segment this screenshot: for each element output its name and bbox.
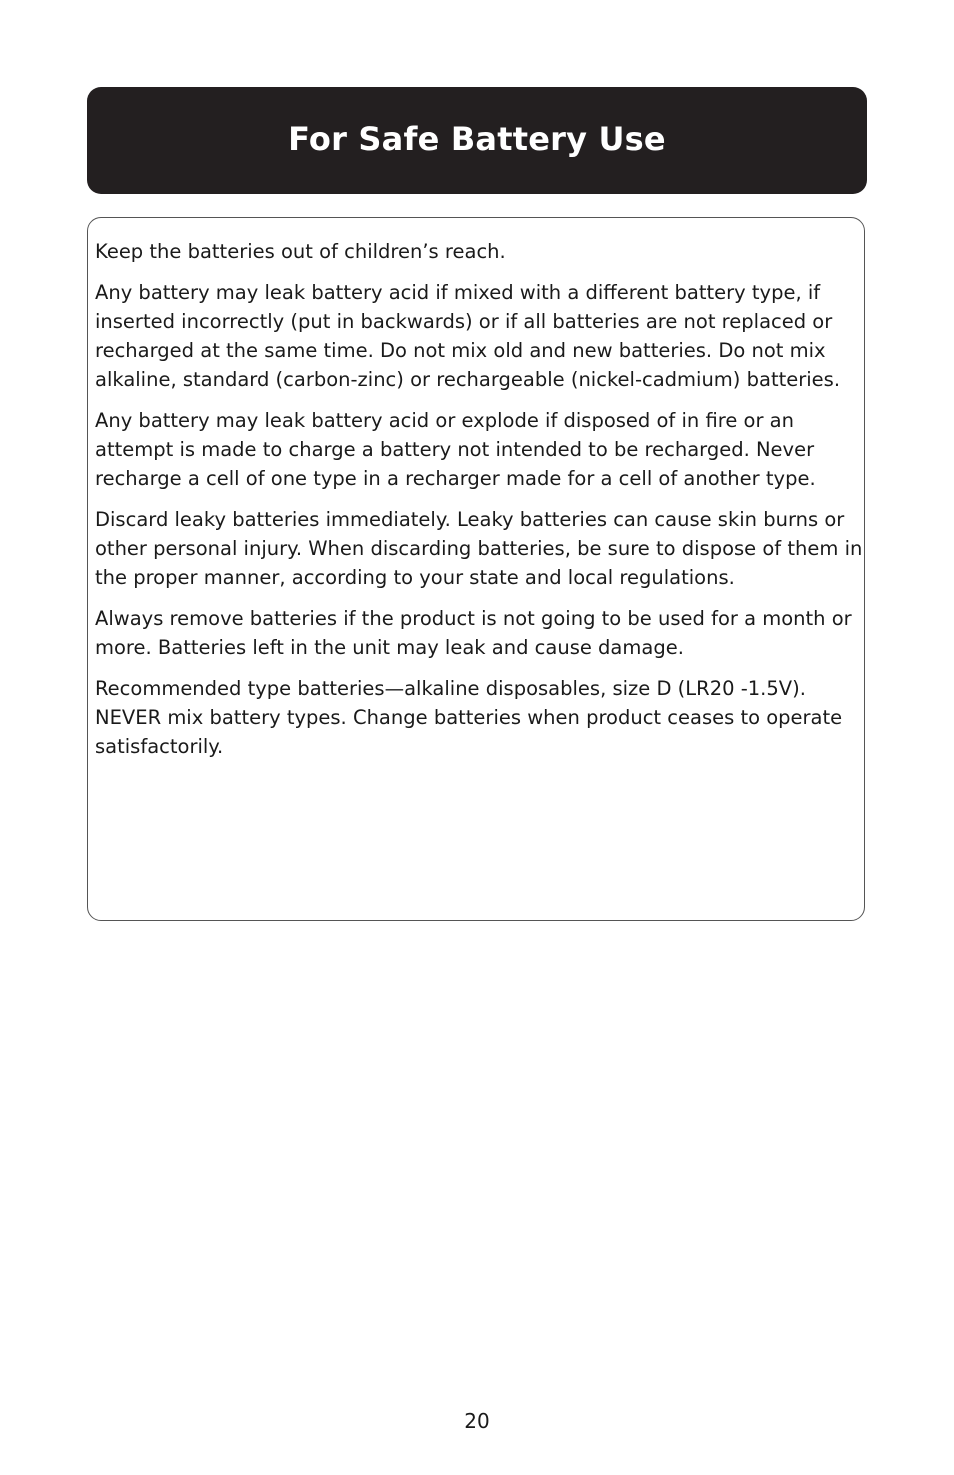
paragraph-children-reach: Keep the batteries out of children’s reach.: [95, 240, 506, 263]
paragraph-fire-recharge: Any battery may leak battery acid or explode if disposed of in fire or an attempt is made to charge a battery not intended to be recharged. Never recharge a cell of one type in a recharger made for a cell of another type.: [95, 409, 816, 490]
paragraph-discard-leaky: Discard leaky batteries immediately. Leaky batteries can cause skin burns or other personal injury. When discarding batteries, be sure to dispose of them in the proper manner, according to your state and local regulations.: [95, 508, 863, 589]
safety-text-body: [95, 237, 863, 773]
paragraph-recommended-type: Recommended type batteries—alkaline disposables, size D (LR20 -1.5V). NEVER mix battery types. Change batteries when product ceases to operate satisfactorily.: [95, 677, 843, 758]
safety-content-box: [87, 217, 865, 921]
page-title: For Safe Battery Use: [288, 119, 666, 158]
paragraph-remove-batteries: Always remove batteries if the product is not going to be used for a month or more. Batteries left in the unit may leak and cause damage.: [95, 607, 852, 659]
paragraph-leak-mixing: Any battery may leak battery acid if mixed with a different battery type, if inserted incorrectly (put in backwards) or if all batteries are not replaced or recharged at the same time. Do not mix old and new batteries. Do not mix alkaline, standard (carbon-zinc) or rechargeable (nickel-cadmium) batteries.: [95, 281, 841, 391]
title-banner: [87, 87, 867, 194]
page-number: 20: [464, 1409, 490, 1433]
